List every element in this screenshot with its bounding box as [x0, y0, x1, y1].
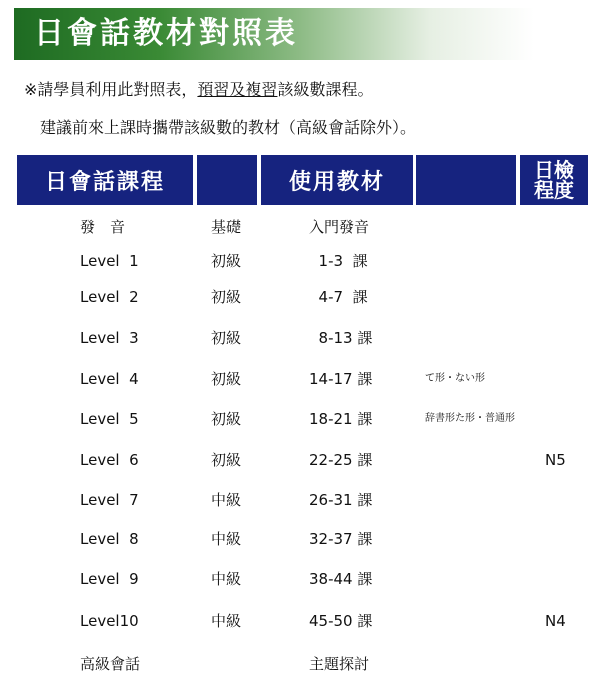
table-row [0, 488, 604, 512]
level-cell: 基礎 [211, 218, 242, 236]
level-cell: 初級 [211, 370, 242, 388]
header-level-blank [197, 155, 257, 205]
lesson-cell: 38-44 課 [309, 570, 373, 588]
instruction-preview-review: 預習及複習 [197, 80, 278, 99]
level-cell: 中級 [211, 612, 242, 630]
lesson-cell: 4-7 課 [309, 288, 368, 306]
table-row [0, 326, 604, 350]
course-cell: Level 7 [80, 491, 139, 509]
header-material: 使用教材 [261, 155, 413, 205]
jlpt-cell: N4 [545, 612, 566, 630]
lesson-cell: 18-21 課 [309, 410, 373, 428]
header-course: 日會話課程 [17, 155, 193, 205]
note-cell: て形・ない形 [425, 373, 485, 384]
course-cell: Level10 [80, 612, 139, 630]
course-cell: Level 2 [80, 288, 139, 306]
course-cell: Level 3 [80, 329, 139, 347]
lesson-cell: 32-37 課 [309, 530, 373, 548]
level-cell: 中級 [211, 491, 242, 509]
lesson-cell: 1-3 課 [309, 252, 368, 270]
instruction-suffix: 該級數課程。 [277, 80, 374, 99]
header-jlpt-level [520, 155, 588, 205]
course-cell: Level 6 [80, 451, 139, 469]
table-row [0, 215, 604, 239]
table-row [0, 609, 604, 633]
header-jlpt-line2: 程度 [534, 178, 574, 202]
lesson-cell: 45-50 課 [309, 612, 373, 630]
lesson-cell: 8-13 課 [309, 329, 373, 347]
page-title: 日會話教材對照表 [34, 16, 298, 51]
table-row [0, 249, 604, 273]
title-banner [14, 8, 534, 60]
course-cell: Level 9 [80, 570, 139, 588]
course-cell: Level 1 [80, 252, 139, 270]
level-cell: 初級 [211, 329, 242, 347]
table-row [0, 407, 604, 431]
instruction-line-2: 建議前來上課時攜帶該級數的教材（高級會話除外）。 [40, 118, 417, 137]
course-cell: Level 8 [80, 530, 139, 548]
lesson-cell: 22-25 課 [309, 451, 373, 469]
table-row [0, 527, 604, 551]
header-note-blank [416, 155, 516, 205]
lesson-cell: 14-17 課 [309, 370, 373, 388]
table-row [0, 567, 604, 591]
instruction-prefix: ※請學員利用此對照表， [24, 80, 198, 99]
lesson-cell: 26-31 課 [309, 491, 373, 509]
level-cell: 初級 [211, 252, 242, 270]
lesson-cell: 入門發音 [309, 218, 370, 236]
level-cell: 初級 [211, 451, 242, 469]
table-row [0, 367, 604, 391]
jlpt-cell: N5 [545, 451, 566, 469]
table-row [0, 448, 604, 472]
level-cell: 初級 [211, 410, 242, 428]
course-cell: Level 5 [80, 410, 139, 428]
table-row [0, 652, 604, 676]
level-cell: 初級 [211, 288, 242, 306]
table-row [0, 285, 604, 309]
header-jlpt-line1: 日檢 [534, 158, 574, 182]
course-cell: Level 4 [80, 370, 139, 388]
lesson-cell: 主題探討 [309, 655, 370, 673]
note-cell: 辞書形た形・普通形 [425, 413, 515, 424]
course-cell: 發 音 [80, 218, 126, 236]
instruction-line-1 [24, 80, 373, 100]
course-cell: 高級會話 [80, 655, 141, 673]
level-cell: 中級 [211, 570, 242, 588]
level-cell: 中級 [211, 530, 242, 548]
